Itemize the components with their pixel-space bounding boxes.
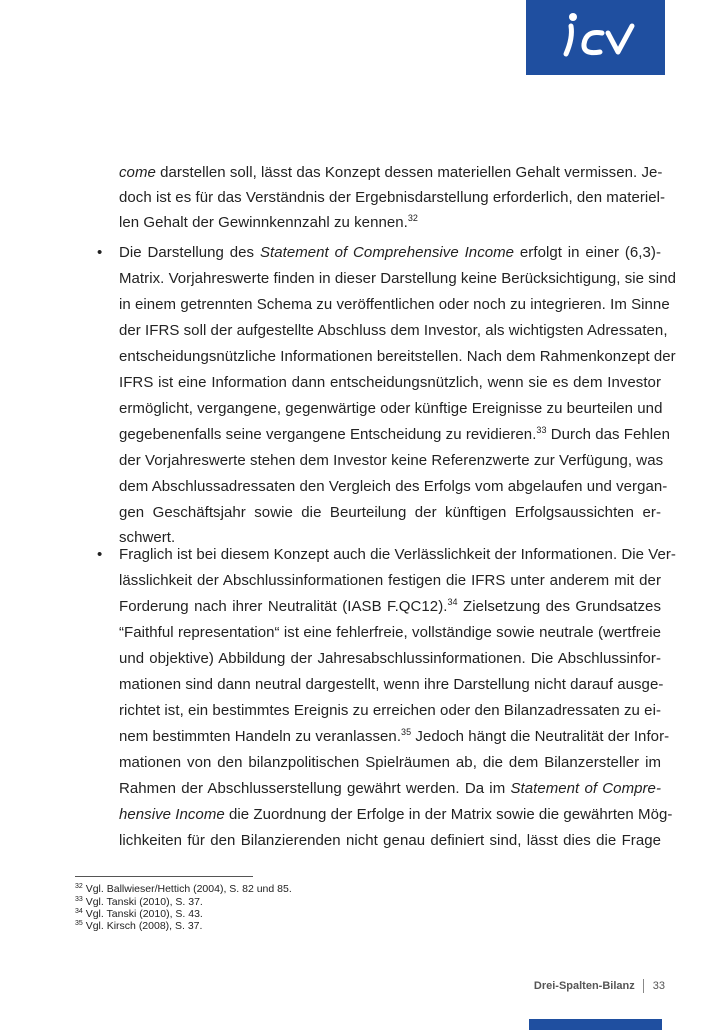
text-run: und objektive) Abbildung der Jahresabschlussinformationen. Die Abschlussinfor- (119, 650, 661, 667)
footnote-ref: 34 (447, 597, 458, 607)
footer-title: Drei-Spalten-Bilanz (533, 980, 635, 992)
text-line (119, 675, 664, 695)
text-run: gegebenenfalls seine vergangene Entscheidung zu revidieren. (119, 426, 537, 443)
text-line (119, 727, 670, 747)
footnote-ref: 35 (401, 727, 412, 737)
text-line (119, 347, 676, 367)
text-run: Jedoch hängt die Neutralität der Infor- (411, 728, 670, 745)
text-line (119, 649, 661, 669)
text-run: Matrix. Vorjahreswerte finden in dieser Darstellung keine Berücksichtigung, sie sind (119, 270, 676, 287)
text-run: doch ist es für das Verständnis der Ergebnisdarstellung erforderlich, den materiel- (119, 189, 666, 206)
footnote-text: Vgl. Ballwieser/Hettich (2004), S. 82 und 85. (82, 883, 292, 895)
footnote-text: Vgl. Kirsch (2008), S. 37. (82, 920, 203, 932)
text-run: Durch das Fehlen (546, 426, 670, 443)
text-run: erfolgt in einer (6,3)- (514, 244, 661, 261)
text-line (119, 779, 661, 799)
footnote-number: 35 (75, 920, 83, 927)
bullet-point: • (97, 546, 103, 563)
text-run: der Vorjahreswerte stehen dem Investor keine Referenzwerte zur Verfügung, was (119, 452, 664, 469)
footer-accent-bar (529, 1019, 662, 1030)
text-run: “Faithful representation“ ist eine fehlerfreie, vollständige sowie neutrale (wertfreie (119, 624, 661, 641)
text-line (119, 623, 661, 643)
page-footer (534, 979, 665, 993)
footnote-separator (75, 876, 253, 877)
text-line (119, 425, 670, 445)
text-line (119, 545, 676, 565)
text-run: der IFRS soll der aufgestellte Abschluss dem Investor, als wichtigsten Adressaten, (119, 322, 668, 339)
text-line (119, 295, 670, 315)
italic-text: hensive Income (119, 806, 225, 823)
text-run: Forderung nach ihrer Neutralität (IASB F.QC12). (119, 598, 448, 615)
footnote-ref: 32 (407, 213, 418, 223)
text-line (119, 269, 676, 289)
footnote-number: 32 (75, 883, 83, 890)
text-line (119, 213, 661, 233)
italic-text: Statement of Compre- (510, 780, 661, 797)
text-run: richtet ist, ein bestimmtes Ereignis zu erreichen oder den Bilanzadressaten zu ei- (119, 702, 661, 719)
text-line (119, 597, 661, 617)
text-run: mationen sind dann neutral dargestellt, wenn ihre Darstellung nicht darauf ausge- (119, 676, 664, 693)
italic-text: come (119, 164, 156, 181)
text-run: ermöglicht, vergangene, gegenwärtige oder künftige Ereignisse zu beurteilen und (119, 400, 663, 417)
footnote-text: Vgl. Tanski (2010), S. 43. (82, 908, 203, 920)
bullet-point: • (97, 244, 103, 261)
italic-text: Statement of Comprehensive Income (259, 244, 515, 261)
footnote-text: Vgl. Tanski (2010), S. 37. (82, 896, 203, 908)
text-line (119, 805, 673, 825)
text-run: nem bestimmten Handeln zu veranlassen. (119, 728, 402, 745)
text-line (119, 451, 664, 471)
text-run: darstellen soll, lässt das Konzept dessen materiellen Gehalt vermissen. Je- (155, 164, 663, 181)
text-line (119, 243, 661, 263)
text-line (119, 321, 668, 341)
text-line (119, 831, 661, 851)
text-line (119, 477, 668, 497)
text-run: dem Abschlussadressaten den Vergleich des Erfolgs vom abgelaufen und vergan- (119, 478, 668, 495)
footnote-ref: 33 (536, 425, 547, 435)
text-run: lichkeiten für den Bilanzierenden nicht genau definiert sind, lässt dies die Frage (119, 832, 661, 849)
footnote-number: 34 (75, 908, 83, 915)
footnote (75, 920, 202, 933)
text-line (119, 503, 661, 523)
page-number: 33 (652, 980, 665, 992)
text-run: mationen von den bilanzpolitischen Spielräumen ab, die dem Bilanzersteller im (119, 754, 661, 771)
text-line (119, 373, 661, 393)
icv-logo (526, 0, 665, 75)
footer-separator (643, 979, 644, 993)
text-run: gen Geschäftsjahr sowie die Beurteilung der künftigen Erfolgsaussichten er- (119, 504, 661, 521)
text-run: len Gehalt der Gewinnkennzahl zu kennen. (119, 214, 408, 231)
text-line (119, 163, 661, 183)
text-line (119, 399, 661, 419)
text-run: Fraglich ist bei diesem Konzept auch die Verlässlichkeit der Informationen. Die Ver- (119, 546, 676, 563)
text-line (119, 753, 661, 773)
text-line (119, 701, 661, 721)
text-line (119, 188, 666, 208)
footnote-number: 33 (75, 896, 83, 903)
text-run: die Zuordnung der Erfolge in der Matrix sowie die gewährten Mög- (224, 806, 673, 823)
text-run: Zielsetzung des Grundsatzes (457, 598, 661, 615)
text-run: IFRS ist eine Information dann entscheidungsnützlich, wenn sie es dem Investor (119, 374, 661, 391)
text-run: lässlichkeit der Abschlussinformationen festigen die IFRS unter anderem mit der (119, 572, 661, 589)
footnote (75, 883, 292, 896)
text-run: entscheidungsnützliche Informationen bereitstellen. Nach dem Rahmenkonzept der (119, 348, 676, 365)
text-run: Die Darstellung des (119, 244, 260, 261)
text-line (119, 571, 661, 591)
text-run: in einem getrennten Schema zu veröffentlichen oder noch zu integrieren. Im Sinne (119, 296, 670, 313)
text-run: Rahmen der Abschlusserstellung gewährt werden. Da im (119, 780, 511, 797)
text-run: schwert. (119, 529, 176, 546)
